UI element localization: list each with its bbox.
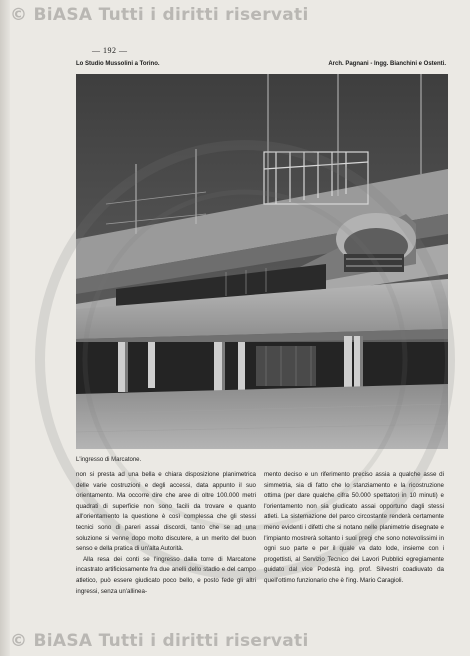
- running-header-right: Arch. Pagnani - Ingg. Bianchini e Ostenti.: [328, 61, 446, 67]
- paragraph: Alla resa dei conti se l'ingresso dalla torre di Marcatone incastrato artificiosamente fra due anelli dello stadio e del campo atletico, può essere giudicato poco bello, e posto fede gli altri ingressi, senza un'allinea-: [76, 555, 256, 595]
- page-edge: [0, 0, 10, 656]
- text-column-left: [76, 470, 256, 597]
- watermark-bottom: © BiASA Tutti i diritti riservati: [10, 631, 309, 651]
- photo-caption: L'ingresso di Marcatone.: [76, 457, 142, 463]
- running-header-left: Lo Studio Mussolini a Torino.: [76, 61, 160, 67]
- page-number: — 192 —: [92, 46, 128, 55]
- stadium-entrance-photo: [76, 74, 448, 449]
- text-column-right: [264, 470, 444, 587]
- watermark-top: © BiASA Tutti i diritti riservati: [10, 5, 309, 25]
- paragraph: mento deciso e un riferimento preciso assia a qualche asse di simmetria, sia di fatto che lo stanziamento e la ricostruzione ottima (per dare qualche cifra 50.000 spettatori in 10 minuti) e l'orientamento non sia giudicato assai opportuno dagli stessi atleti. La sistemazione del parco circostante renderà certamente meno evidenti i difetti che si notano nelle planimetrie disegnate e l'impianto mostrerà soltanto i suoi pregi che sono notevolissimi in ogni suo parte e per il quale va dato lode, insieme con i progettisti, al Servizio Tecnico dei Lavori Pubblici egregiamente guidato dal vice Podestà ing. prof. Silvestri coadiuvato da quell'ottimo funzionario che è l'ing. Mario Caragioli.: [264, 471, 444, 584]
- paragraph: non si presta ad una bella e chiara disposizione planimetrica delle varie costruzioni e degli accessi, data appunto il suo orientamento. Ma occorre dire che aree di oltre 100.000 metri quadrati di superficie non sono facili da trovare e quanto all'orientamento la questione è così complessa che gli stessi tecnici sono di pareri assai discordi, tanto che se ad una soluzione si venne dopo molto discutere, a un merito del buon senso e della pratica di un'alta Autorità.: [76, 471, 256, 553]
